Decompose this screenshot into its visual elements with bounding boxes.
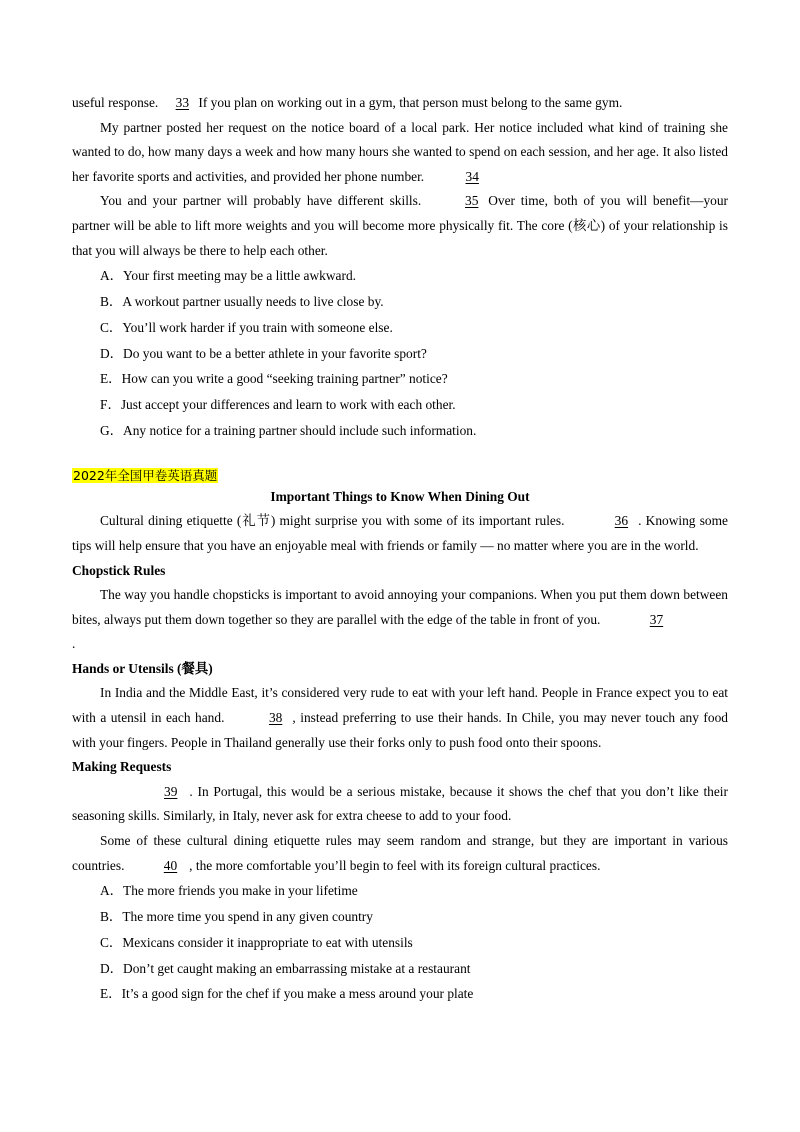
paragraph-conclusion bbox=[72, 829, 728, 878]
blank-40: 40 bbox=[163, 857, 178, 873]
section-heading: Chopstick Rules bbox=[72, 562, 166, 578]
paragraph-chopsticks bbox=[72, 583, 728, 632]
options-list-2 bbox=[72, 878, 728, 1007]
blank-38: 38 bbox=[268, 710, 283, 726]
document-body bbox=[72, 91, 728, 1007]
section-heading: Making Requests bbox=[72, 759, 172, 775]
text-run: . In Portugal, this would be a serious mistake, because it shows the chef that you don’t like their seasoning skills. Similarly, in Italy, never ask for extra cheese to add to your food. bbox=[72, 783, 728, 824]
paragraph-notice bbox=[72, 116, 728, 190]
options-list-1 bbox=[72, 263, 728, 444]
option-item: G．Any notice for a training partner should include such information. bbox=[100, 422, 477, 438]
text-run: useful response. bbox=[72, 95, 162, 110]
option-item: A．The more friends you make in your lifetime bbox=[100, 883, 358, 899]
paragraph-skills bbox=[72, 189, 728, 263]
blank-33: 33 bbox=[175, 95, 190, 110]
blank-37: 37 bbox=[649, 611, 664, 627]
text-run: Over time, both of you will benefit—your partner will be able to lift more weights and you will become more physically fit. The core (核心) of your relationship is that you will always be there to help each other. bbox=[72, 193, 728, 258]
blank-36: 36 bbox=[614, 513, 629, 529]
text-run: You and your partner will probably have different skills. bbox=[100, 193, 428, 209]
option-item: A．Your first meeting may be a little awkward. bbox=[100, 268, 356, 284]
text-run: The way you handle chopsticks is important to avoid annoying your companions. When you put them down between bites, always put them down together so they are parallel with the edge of the table in front of you. bbox=[72, 587, 728, 627]
blank-35: 35 bbox=[465, 193, 479, 209]
text-run: Cultural dining etiquette (礼节) might surprise you with some of its important rules. bbox=[100, 513, 569, 529]
text-run: My partner posted her request on the notice board of a local park. Her notice included what kind of training she wanted to do, how many days a week and how many hours she wanted to spend on each session, and her age. It also listed her favorite sports and activities, and provided her phone number. bbox=[72, 119, 728, 184]
option-item: B．A workout partner usually needs to live close by. bbox=[100, 293, 384, 309]
option-item: E．It’s a good sign for the chef if you make a mess around your plate bbox=[100, 986, 474, 1002]
option-item: D．Do you want to be a better athlete in your favorite sport? bbox=[100, 345, 427, 361]
source-tag: 2022年全国甲卷英语真题 bbox=[73, 467, 218, 483]
blank-34: 34 bbox=[465, 168, 479, 184]
option-item: D．Don’t get caught making an embarrassing mistake at a restaurant bbox=[100, 960, 471, 976]
paragraph-continuation bbox=[72, 91, 728, 116]
option-item: B．The more time you spend in any given country bbox=[100, 909, 373, 925]
option-item: E．How can you write a good “seeking training partner” notice? bbox=[100, 371, 448, 387]
text-run: , the more comfortable you’ll begin to feel with its foreign cultural practices. bbox=[189, 857, 601, 873]
passage-title: Important Things to Know When Dining Out bbox=[270, 488, 530, 504]
blank-39: 39 bbox=[164, 783, 178, 799]
text-run: . Knowing some tips will help ensure that you have an enjoyable meal with friends or family — no matter where you are in the world. bbox=[72, 513, 728, 553]
paragraph-intro bbox=[72, 509, 728, 558]
section-heading: Hands or Utensils (餐具) bbox=[72, 660, 213, 676]
text-run: In India and the Middle East, it’s considered very rude to eat with your left hand. People in France expect you to eat with a utensil in each hand. bbox=[72, 685, 728, 726]
period-line: . bbox=[72, 636, 76, 652]
text-run: , instead preferring to use their hands. In Chile, you may never touch any food with your fingers. People in Thailand generally use their forks only to push food onto their spoons. bbox=[72, 710, 728, 750]
option-item: F．Just accept your differences and learn to work with each other. bbox=[100, 397, 456, 413]
text-run: Some of these cultural dining etiquette rules may seem random and strange, but they are important in various countries. bbox=[72, 833, 728, 873]
option-item: C．Mexicans consider it inappropriate to eat with utensils bbox=[100, 934, 413, 950]
paragraph-hands bbox=[72, 681, 728, 755]
option-item: C．You’ll work harder if you train with someone else. bbox=[100, 319, 393, 335]
paragraph-requests bbox=[72, 780, 728, 829]
text-run: If you plan on working out in a gym, that person must belong to the same gym. bbox=[195, 95, 623, 110]
